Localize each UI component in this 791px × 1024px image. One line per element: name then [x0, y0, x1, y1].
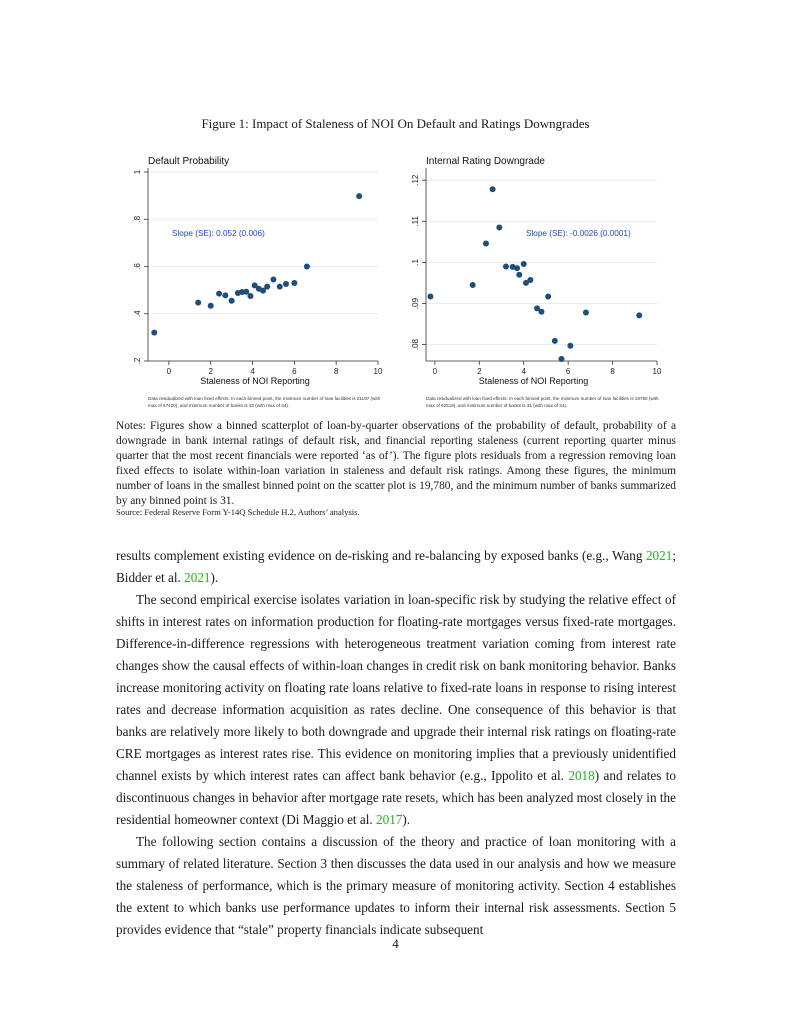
y-tick-label: .6: [133, 263, 142, 270]
chart-title: Internal Rating Downgrade: [426, 156, 545, 167]
data-point: [277, 284, 283, 290]
data-point: [195, 300, 201, 306]
chart-left-note: Data residualized with loan fixed effects. In each binned point, the minimum number of loan facilities is 21197 (with max of 67420), and minimum number of banks is 32 (with max of 34).: [148, 396, 381, 408]
page-number: 4: [392, 936, 399, 951]
p2-text-b: ) and relates to discontinuous changes in behavior after mortgage rate resets, which has been analyzed most closely in the residential homeowner context (Di Maggio et al.: [116, 768, 677, 827]
data-point: [483, 240, 489, 246]
p1-text-b: ; Bidder et al.: [116, 548, 676, 585]
paragraph-2: [116, 589, 676, 831]
data-point: [527, 277, 533, 283]
data-point: [229, 298, 235, 304]
y-tick-label: .8: [133, 215, 142, 223]
x-tick-label: 0: [166, 367, 172, 376]
chart-right-note: Data residualized with loan fixed effects. In each binned point, the minimum number of loan facilities is 19780 (with max of 62519), and minimum number of banks is 31 (with max of 34).: [426, 396, 659, 408]
citation-link[interactable]: 2017: [376, 812, 403, 827]
data-point: [516, 272, 522, 278]
data-point: [636, 312, 642, 318]
slope-annotation: Slope (SE): 0.052 (0.006): [172, 229, 265, 238]
chart-internal-rating-downgrade: [400, 152, 662, 410]
data-point: [470, 282, 476, 288]
data-point: [270, 276, 276, 282]
citation-link[interactable]: 2018: [568, 768, 595, 783]
data-point: [503, 264, 509, 270]
data-point: [496, 224, 502, 230]
paragraph-3: The following section contains a discussion of the theory and practice of loan monitoring with a summary of related literature. Section 3 then discusses the data used in our analysis and how we measure the staleness of performance, which is the primary measure of monitoring activity. Section 4 establishes the extent to which banks use performance updates to inform their internal risk assessments. Section 5 provides evidence that “stale” property financials indicate subsequent: [116, 834, 676, 937]
chart-left-svg: [120, 152, 382, 410]
slope-annotation: Slope (SE): -0.0026 (0.0001): [526, 229, 631, 238]
data-point: [490, 186, 496, 192]
data-point: [291, 280, 297, 286]
x-tick-label: 0: [432, 367, 438, 376]
chart-title: Default Probability: [148, 156, 230, 167]
data-point: [208, 303, 214, 309]
y-tick-label: .09: [411, 297, 420, 310]
y-tick-label: .4: [133, 310, 142, 318]
p1-text-c: ).: [210, 570, 219, 585]
figure-source: Source: Federal Reserve Form Y-14Q Schedule H.2, Authors’ analysis.: [116, 507, 360, 517]
data-point: [247, 293, 253, 299]
citation-link[interactable]: 2021: [645, 548, 673, 563]
x-tick-label: 8: [610, 367, 615, 376]
data-point: [514, 265, 520, 271]
data-point: [539, 309, 545, 315]
x-tick-label: 4: [521, 367, 526, 376]
data-point: [304, 264, 310, 270]
data-point: [545, 293, 551, 299]
data-point: [567, 343, 573, 349]
chart-right-svg: [400, 152, 662, 410]
x-axis-label: Staleness of NOI Reporting: [200, 376, 310, 386]
y-tick-label: .08: [411, 339, 420, 351]
y-tick-label: .11: [411, 216, 420, 227]
y-tick-label: .1: [411, 259, 420, 266]
data-point: [356, 193, 362, 199]
x-tick-label: 4: [250, 367, 255, 376]
figure-caption: Figure 1: Impact of Staleness of NOI On Default and Ratings Downgrades: [201, 116, 590, 131]
data-point: [151, 330, 157, 336]
citation-link[interactable]: 2021: [184, 570, 211, 585]
x-tick-label: 8: [333, 367, 339, 376]
p2-text-c: ).: [402, 812, 411, 827]
body-text: [116, 545, 676, 941]
data-point: [552, 338, 558, 344]
x-tick-label: 10: [373, 367, 382, 376]
data-point: [264, 284, 270, 290]
data-point: [216, 291, 222, 297]
x-tick-label: 10: [652, 367, 662, 376]
data-point: [583, 310, 589, 316]
p2-text-a: The second empirical exercise isolates variation in loan-specific risk by studying the relative effect of shifts in interest rates on information production for floating-rate mortgages versus fixed-rate mortgages. Difference-in-difference regressions with heterogeneous treatment variation coming from interest rate changes show the causal effects of within-loan changes in credit risk on bank monitoring behavior. Banks increase monitoring activity on floating rate loans relative to fixed-rate loans in response to rising interest rates and decrease information acquisition as rates decline. One consequence of this behavior is that banks are relatively more likely to both downgrade and upgrade their internal risk ratings on floating-rate CRE mortgages as interest rates rise. This evidence on monitoring implies that a previously unidentified channel exists by which interest rates can affect bank behavior (e.g., Ippolito et al.: [116, 592, 676, 783]
x-tick-label: 2: [477, 367, 482, 376]
x-axis-label: Staleness of NOI Reporting: [478, 376, 589, 386]
data-point: [427, 293, 433, 299]
y-tick-label: 1: [133, 169, 142, 175]
x-tick-label: 2: [208, 367, 213, 376]
data-point: [283, 281, 289, 287]
data-point: [558, 356, 564, 362]
chart-default-probability: [120, 152, 382, 410]
x-tick-label: 6: [292, 367, 297, 376]
y-tick-label: .2: [133, 357, 142, 365]
p1-text-a: results complement existing evidence on de-risking and re-balancing by exposed banks (e.g., Wang: [116, 548, 646, 563]
data-point: [521, 261, 527, 267]
paragraph-1: [116, 545, 676, 589]
y-tick-label: .12: [411, 174, 420, 186]
x-tick-label: 6: [565, 367, 571, 376]
data-point: [222, 292, 228, 298]
figure-notes: Notes: Figures show a binned scatterplot of loan-by-quarter observations of the probability of default, probability of a downgrade in bank internal ratings of default risk, and financial reporting staleness (current reporting quarter minus quarter that the most recent financials were reported ‘as of’). The figure plots residuals from a regression removing loan fixed effects to isolate within-loan variation in staleness and default risk ratings. Among these figures, the minimum number of loans in the smallest binned point on the scatter plot is 19,780, and the minimum number of banks summarized by any binned point is 31.: [116, 420, 676, 507]
